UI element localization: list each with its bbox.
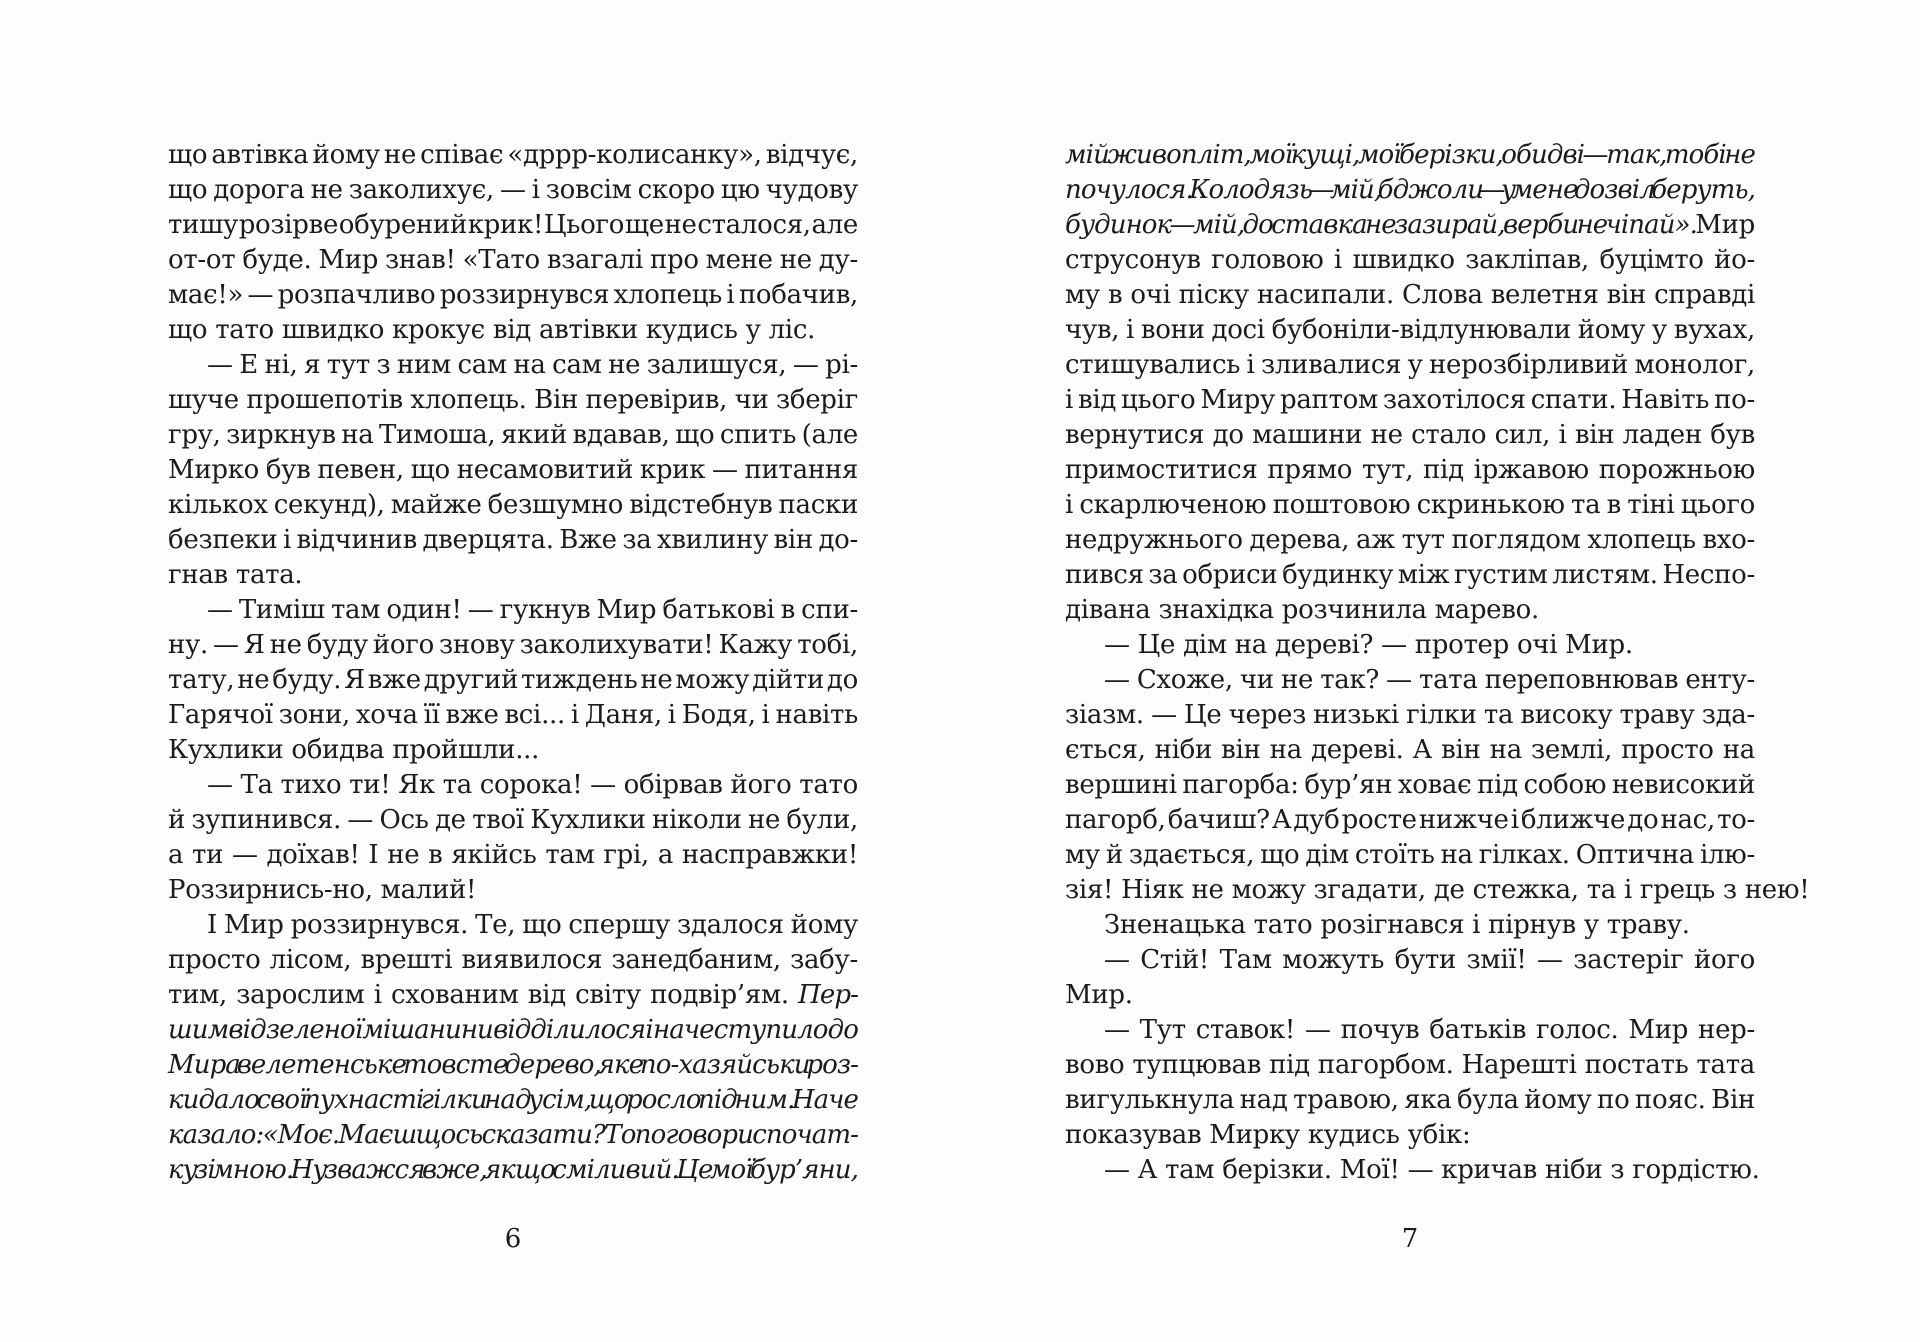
italic-text-segment: мій живопліт, мої кущі, мої берізки, обидві — так, тобі не: [1065, 140, 1755, 170]
text-line: [168, 523, 858, 558]
italic-text-segment: почулося. Колодязь — мій, бджоли — у мене дозвіл беруть,: [1065, 175, 1755, 205]
text-line: [1065, 558, 1755, 593]
text-line: [168, 278, 858, 313]
text-segment: Мирко був певен, що несамовитий крик — питання: [168, 455, 858, 485]
text-line: [168, 908, 858, 943]
text-segment: — Тут ставок! — почув батьків голос. Мир нер-: [1104, 1015, 1755, 1045]
text-segment: пився за обриси будинку між густим листям. Неспо-: [1065, 560, 1755, 590]
text-segment: ну. — Я не буду його знову заколихувати! Кажу тобі,: [168, 630, 858, 660]
text-line: [1065, 733, 1755, 768]
italic-text-segment: казало: «Моє. Маєш щось сказати? То поговори спочат-: [168, 1120, 858, 1150]
text-line: [168, 1013, 858, 1048]
text-segment: має!» — розпачливо роззирнувся хлопець і побачив,: [168, 280, 858, 310]
text-segment: вигулькнула над травою, яка була йому по пояс. Він: [1065, 1085, 1755, 1115]
text-line: [1065, 1118, 1755, 1153]
text-line: [1065, 978, 1755, 1013]
text-line: [168, 628, 858, 663]
italic-text-segment: Мира велетенське товсте дерево, яке по-хазяйськи роз-: [168, 1050, 858, 1080]
text-line: [1065, 943, 1755, 978]
text-line: [168, 1118, 858, 1153]
text-segment: Зненацька тато розігнався і пірнув у траву.: [1104, 910, 1690, 940]
text-segment: — Та тихо ти! Як та сорока! — обірвав його тато: [207, 770, 858, 800]
text-segment: Мир: [1695, 210, 1755, 240]
text-segment: показував Мирку кудись убік:: [1065, 1120, 1471, 1150]
text-segment: кількох секунд), майже безшумно відстебнув паски: [168, 490, 858, 520]
text-line: [168, 383, 858, 418]
text-line: [1065, 523, 1755, 558]
text-line: [168, 733, 858, 768]
text-line: [1065, 873, 1810, 908]
text-line: [1065, 593, 1755, 628]
text-segment: струсонув головою і швидко закліпав, буцімто йо-: [1065, 245, 1755, 275]
text-line: [1065, 628, 1755, 663]
text-segment: гнав тата.: [168, 560, 303, 590]
text-segment: що дорога не заколихує, — і зовсім скоро цю чудову: [168, 175, 858, 205]
text-segment: — А там берізки. Мої! — кричав ніби з гордістю.: [1104, 1155, 1760, 1185]
text-line: [168, 348, 858, 383]
text-segment: тим, зарослим і схованим від світу подвір’ям.: [168, 980, 799, 1010]
text-line: [168, 173, 858, 208]
text-segment: чув, і вони досі бубоніли-відлунювали йому у вухах,: [1065, 315, 1755, 345]
text-line: [1065, 1013, 1755, 1048]
text-line: [1065, 1083, 1755, 1118]
text-line: [168, 803, 858, 838]
text-segment: шуче прошепотів хлопець. Він перевірив, чи зберіг: [168, 385, 858, 415]
text-line: [1065, 453, 1755, 488]
text-segment: примоститися прямо тут, під іржавою порожньою: [1065, 455, 1755, 485]
text-line: [168, 243, 858, 278]
text-column-left-page: [168, 138, 858, 1188]
text-segment: зія! Ніяк не можу згадати, де стежка, та і грець з нею!: [1065, 875, 1810, 905]
text-segment: от-от буде. Мир знав! «Тато взагалі про мене не ду-: [168, 245, 858, 275]
text-segment: Кухлики обидва пройшли...: [168, 735, 540, 765]
text-line: [1065, 173, 1755, 208]
text-segment: Гарячої зони, хоча її вже всі... і Даня, і Бодя, і навіть: [168, 700, 858, 730]
text-line: [1065, 418, 1755, 453]
text-segment: і від цього Миру раптом захотілося спати. Навіть по-: [1065, 385, 1755, 415]
text-segment: а ти — доїхав! І не в якійсь там грі, а насправжки!: [168, 840, 858, 870]
italic-text-segment: Пер-: [798, 980, 858, 1010]
text-segment: Мир.: [1065, 980, 1133, 1010]
text-segment: й зупинився. — Ось де твої Кухлики ніколи не були,: [168, 805, 858, 835]
text-line: [168, 488, 858, 523]
text-segment: просто лісом, врешті виявилося занедбаним, забу-: [168, 945, 858, 975]
text-segment: вово тупцював під пагорбом. Нарешті постать тата: [1065, 1050, 1755, 1080]
text-segment: ється, ніби він на дереві. А він на землі, просто на: [1065, 735, 1755, 765]
text-line: [1065, 383, 1755, 418]
text-line: [168, 1153, 858, 1188]
italic-text-segment: ку зі мною. Ну зважся вже, якщо сміливий. Це мої бур’яни,: [168, 1155, 858, 1185]
text-segment: що автівка йому не співає «дррр-колисанку», відчує,: [168, 140, 858, 170]
text-line: [168, 1083, 858, 1118]
text-line: [168, 1048, 858, 1083]
text-segment: му й здається, що дім стоїть на гілках. Оптична ілю-: [1065, 840, 1755, 870]
text-segment: вершині пагорба: бур’ян ховає під собою невисокий: [1065, 770, 1755, 800]
text-segment: безпеки і відчинив дверцята. Вже за хвилину він до-: [168, 525, 858, 555]
text-line: [168, 313, 858, 348]
italic-text-segment: кидало свої пухнасті гілки над усім, що росло під ним. Наче: [168, 1085, 858, 1115]
text-segment: що тато швидко крокує від автівки кудись у ліс.: [168, 315, 816, 345]
text-line: [168, 768, 858, 803]
text-segment: Роззирнись-но, малий!: [168, 875, 477, 905]
text-line: [1065, 768, 1755, 803]
text-line: [168, 138, 858, 173]
text-line: [168, 978, 858, 1013]
text-segment: тишу розірве обурений крик! Цього ще не сталося, але: [168, 210, 858, 240]
text-line: [1065, 138, 1755, 173]
text-segment: недружнього дерева, аж тут поглядом хлопець вхо-: [1065, 525, 1755, 555]
text-segment: зіазм. — Це через низькі гілки та високу траву зда-: [1065, 700, 1755, 730]
italic-text-segment: будинок — мій, до ставка не зазирай, верби не чіпай».: [1065, 210, 1696, 240]
text-line: [1065, 488, 1755, 523]
text-column-right-page: [1065, 138, 1810, 1188]
text-line: [168, 943, 858, 978]
text-line: [1065, 348, 1755, 383]
text-line: [1065, 698, 1755, 733]
text-line: [1065, 243, 1755, 278]
text-line: [1065, 313, 1755, 348]
text-line: [1065, 908, 1755, 943]
text-line: [1065, 663, 1755, 698]
text-segment: тату, не буду. Я вже другий тиждень не можу дійти до: [168, 665, 858, 695]
text-segment: гру, зиркнув на Тимоша, який вдавав, що спить (але: [168, 420, 858, 450]
text-segment: і скарлюченою поштовою скринькою та в тіні цього: [1065, 490, 1755, 520]
text-line: [1065, 1048, 1755, 1083]
text-segment: — Схоже, чи не так? — тата переповнював енту-: [1104, 665, 1755, 695]
text-segment: вернутися до машини не стало сил, і він ладен був: [1065, 420, 1755, 450]
text-line: [1065, 838, 1755, 873]
text-line: [1065, 803, 1755, 838]
text-line: [168, 873, 858, 908]
text-segment: — Тиміш там один! — гукнув Мир батькові в спи-: [207, 595, 858, 625]
text-segment: — Це дім на дереві? — протер очі Мир.: [1104, 630, 1633, 660]
text-segment: му в очі піску насипали. Слова велетня він справді: [1065, 280, 1755, 310]
text-line: [168, 698, 858, 733]
text-segment: — Стій! Там можуть бути змії! — застеріг його: [1104, 945, 1755, 975]
page-number-left: 6: [504, 1224, 522, 1254]
text-line: [168, 418, 858, 453]
page-number-right: 7: [1401, 1224, 1419, 1254]
text-line: [168, 663, 858, 698]
text-line: [1065, 278, 1755, 313]
text-segment: дівана знахідка розчинила марево.: [1065, 595, 1539, 625]
text-line: [168, 593, 858, 628]
italic-text-segment: шим від зеленої мішанини відділилося і наче ступило до: [168, 1015, 858, 1045]
text-line: [1065, 208, 1755, 243]
text-segment: І Мир роззирнувся. Те, що спершу здалося йому: [207, 910, 858, 940]
text-segment: — Е ні, я тут з ним сам на сам не залишуся, — рі-: [207, 350, 858, 380]
text-line: [168, 558, 858, 593]
text-line: [168, 208, 858, 243]
text-line: [168, 453, 858, 488]
text-segment: пагорб, бачиш? А дуб росте нижче і ближче до нас, то-: [1065, 805, 1755, 835]
text-line: [168, 838, 858, 873]
text-line: [1065, 1153, 1760, 1188]
text-segment: стишувались і зливалися у нерозбірливий монолог,: [1065, 350, 1755, 380]
